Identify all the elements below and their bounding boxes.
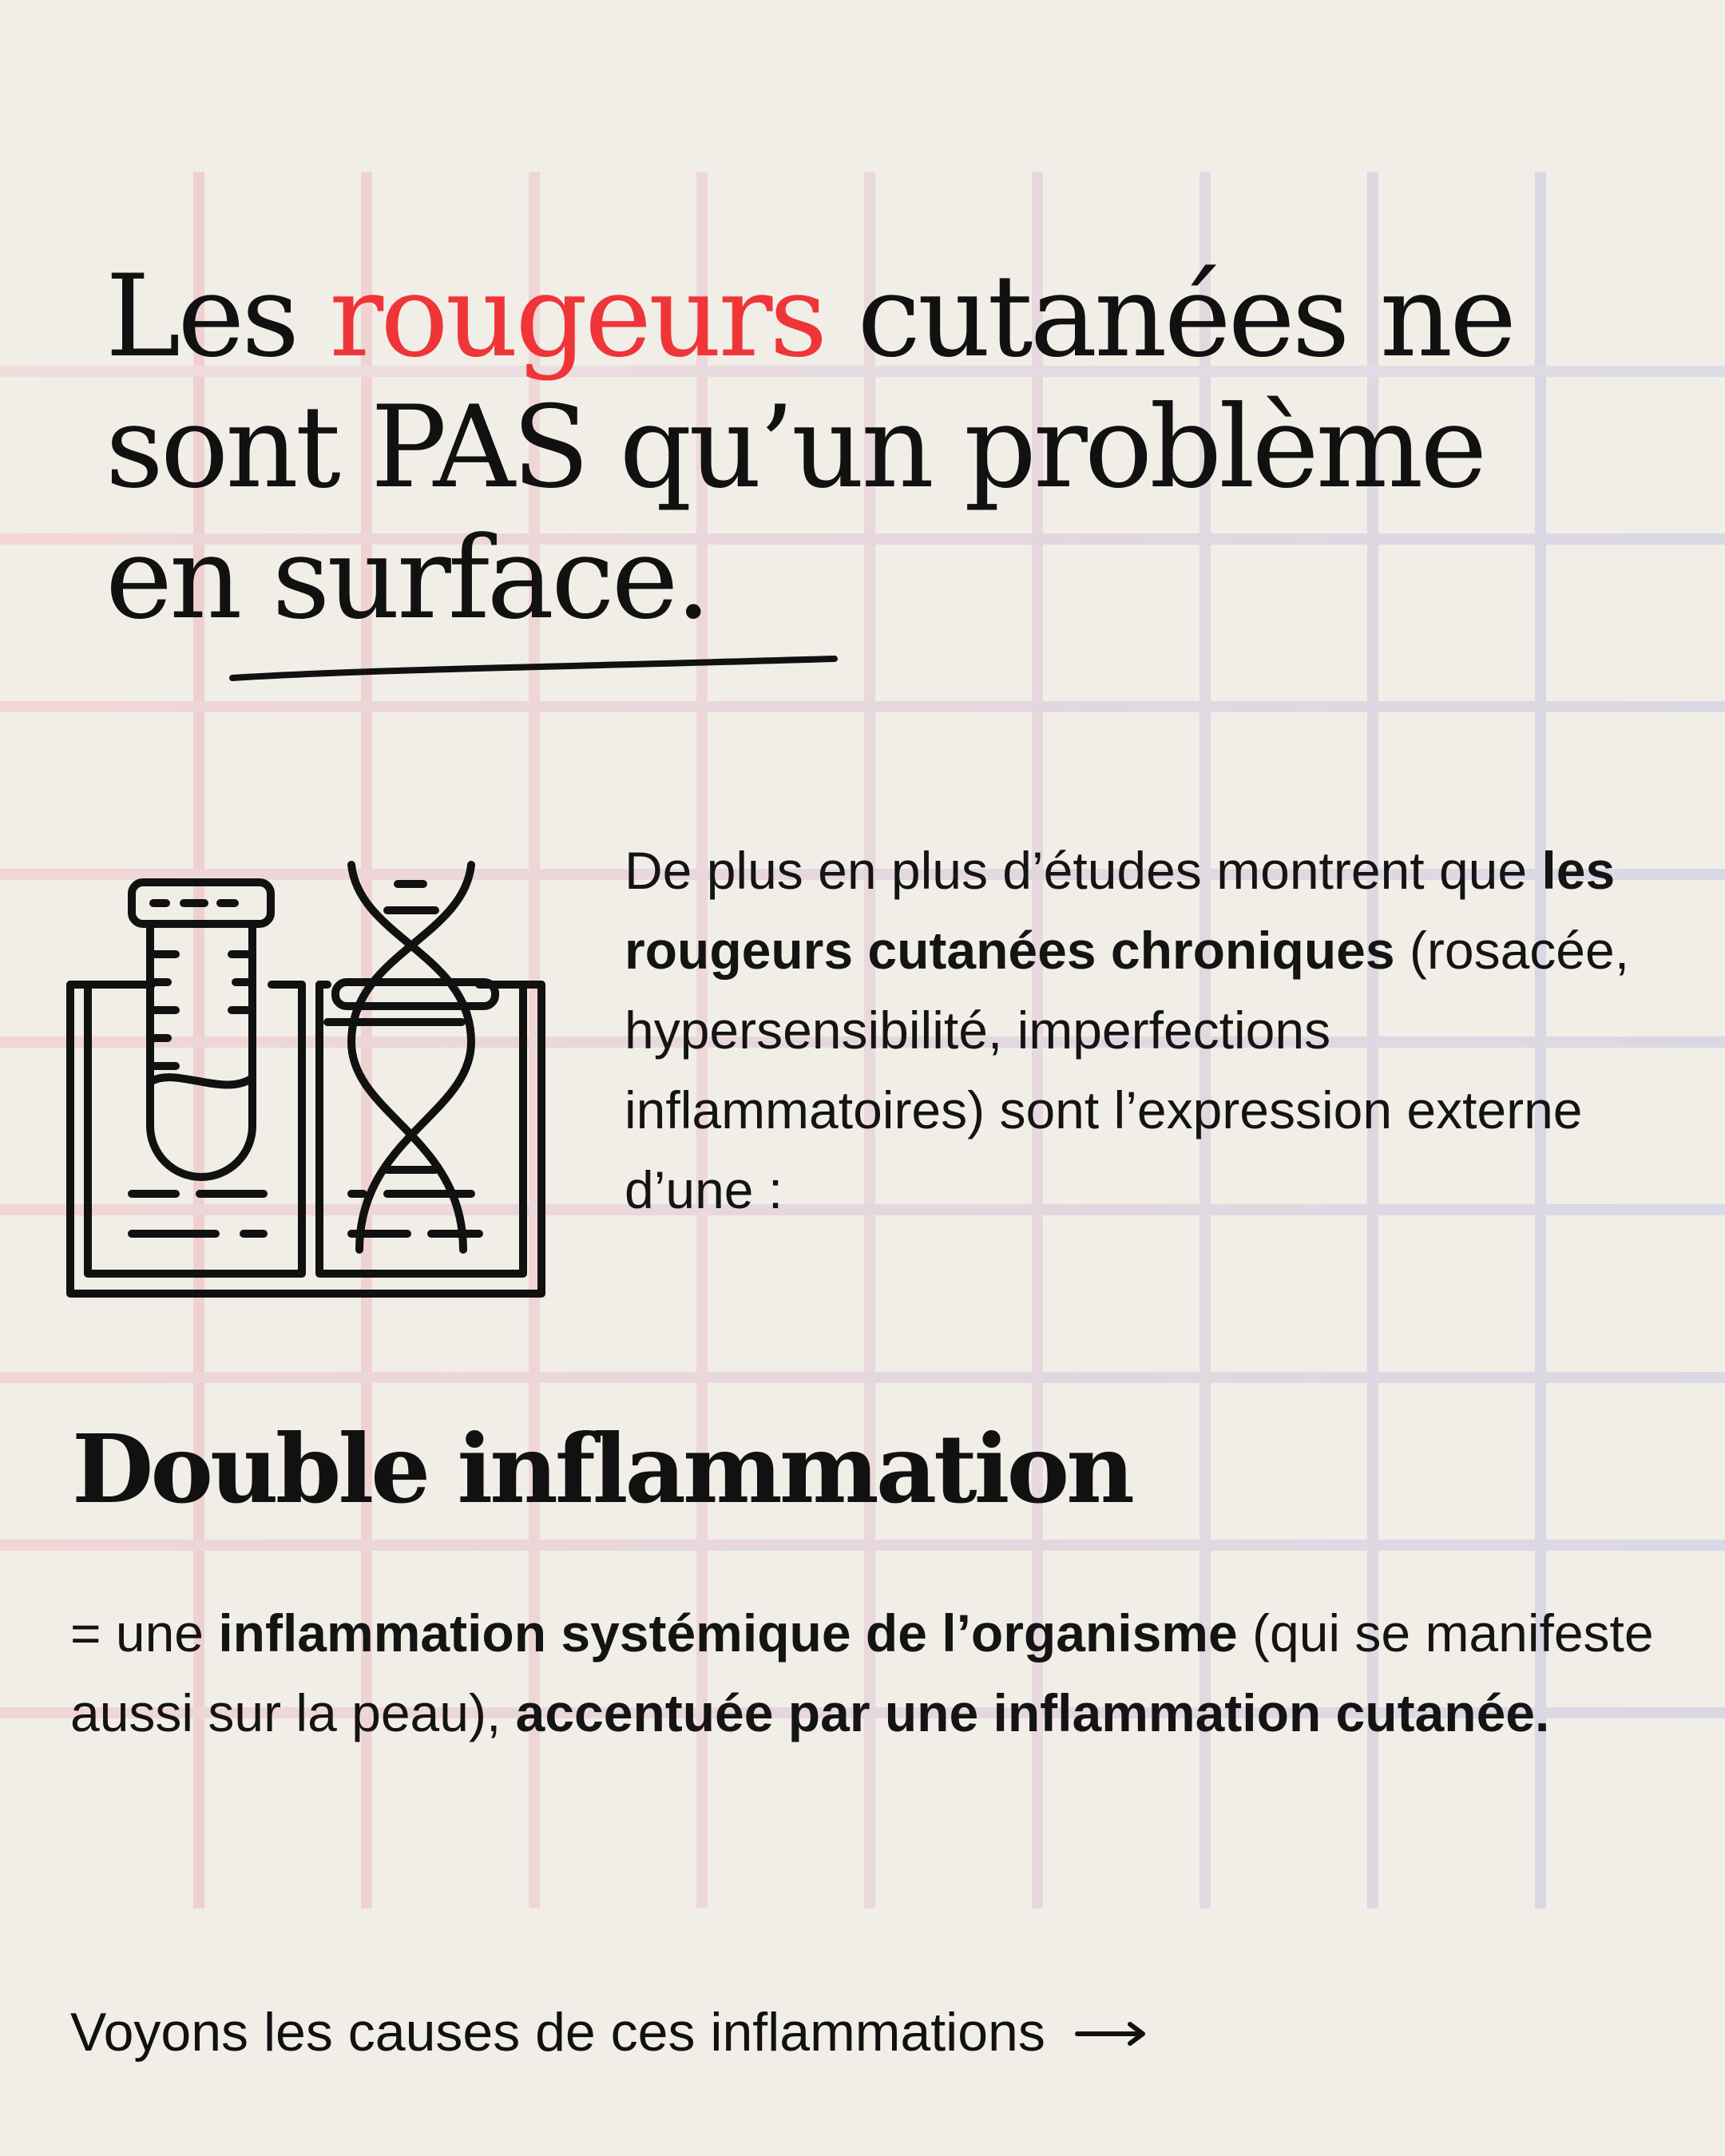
definition-paragraph xyxy=(70,1593,1668,1753)
intro-bold-text: les rougeurs cutanées chroniques xyxy=(625,841,1616,980)
definition-text: = une xyxy=(70,1603,219,1663)
title-text: Les xyxy=(105,251,330,382)
grid-line xyxy=(0,1540,1725,1551)
cta-text: Voyons les causes de ces inflammations xyxy=(70,2002,1045,2063)
page-title xyxy=(105,252,1623,644)
definition-bold-text: inflammation systémique de l’organisme xyxy=(218,1603,1238,1663)
grid-line xyxy=(0,1372,1725,1383)
arrow-right-icon xyxy=(1074,2016,1148,2048)
intro-paragraph xyxy=(625,830,1663,1230)
intro-text: (rosacée, hypersensibilité, imperfections inflammatoires) sont l’expression externe d’une : xyxy=(625,921,1630,1219)
title-accent-word: rougeurs xyxy=(329,251,825,382)
next-slide-cta[interactable] xyxy=(70,1992,1148,2072)
brush-underline xyxy=(228,651,851,699)
definition-bold-text: accentuée par une inflammation cutanée. xyxy=(515,1683,1550,1742)
title-text: cutanées ne sont PAS qu’un problème en surface. xyxy=(105,251,1514,644)
definition-text: (qui se manifeste aussi sur la peau), xyxy=(70,1603,1654,1742)
grid-line xyxy=(0,701,1725,712)
lab-book-icon xyxy=(64,850,551,1306)
section-subtitle: Double inflammation xyxy=(72,1413,1132,1524)
intro-text: De plus en plus d’études montrent que xyxy=(625,841,1542,900)
